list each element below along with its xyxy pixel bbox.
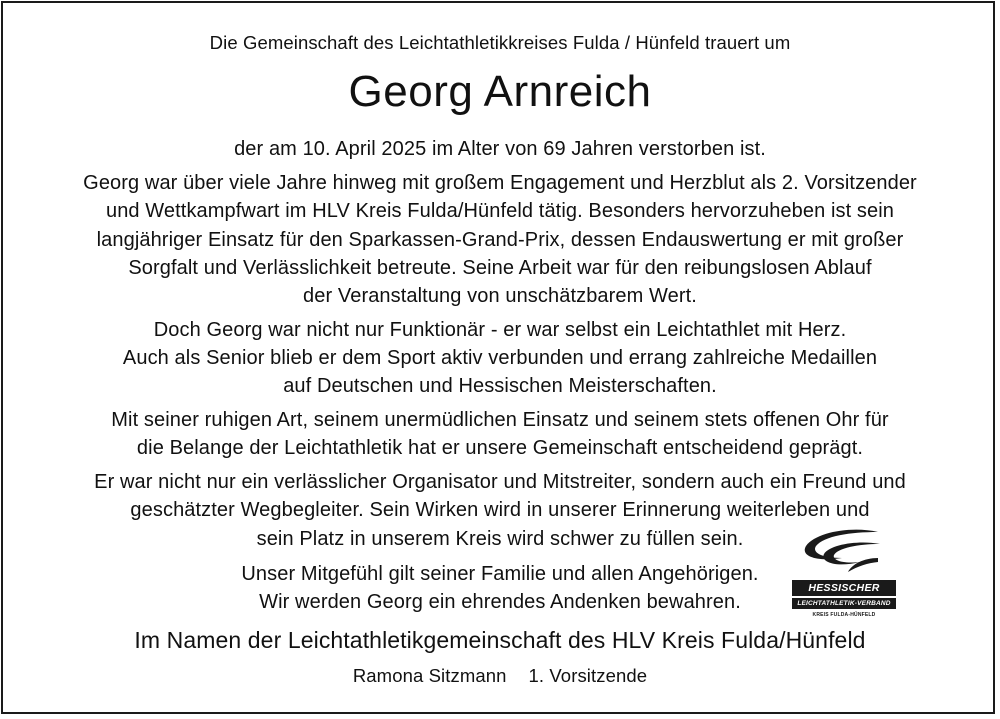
body-line: Sorgfalt und Verlässlichkeit betreute. Seine Arbeit war für den reibungslosen Ablauf xyxy=(128,257,872,279)
signature-line xyxy=(0,664,1000,688)
deceased-name: Georg Arnreich xyxy=(348,67,652,116)
body-line: Doch Georg war nicht nur Funktionär - er war selbst ein Leichtathlet mit Herz. xyxy=(153,319,847,341)
signatory-name: Ramona Sitzmann xyxy=(352,665,507,686)
body-line: und Wettkampfwart im HLV Kreis Fulda/Hünfeld tätig. Besonders hervorzuheben ist sein xyxy=(105,200,895,222)
body-line: der am 10. April 2025 im Alter von 69 Jahren verstorben ist. xyxy=(234,138,766,160)
logo-district: KREIS FULDA-HÜNFELD xyxy=(812,612,876,618)
swoosh-icon xyxy=(802,528,882,576)
body-line: Wir werden Georg ein ehrendes Andenken bewahren. xyxy=(259,591,741,613)
logo-title: HESSISCHER xyxy=(792,580,896,596)
body-line: sein Platz in unserem Kreis wird schwer zu füllen sein. xyxy=(256,528,744,550)
signatory-role: 1. Vorsitzende xyxy=(528,665,648,686)
body-line: Er war nicht nur ein verlässlicher Organisator und Mitstreiter, sondern auch ein Freund und xyxy=(94,471,906,493)
logo-subtitle: LEICHTATHLETIK-VERBAND xyxy=(792,598,896,609)
body-line: Unser Mitgefühl gilt seiner Familie und allen Angehörigen. xyxy=(241,563,759,585)
footer-text: Im Namen der Leichtathletikgemeinschaft des HLV Kreis Fulda/Hünfeld xyxy=(134,627,866,653)
body-line: der Veranstaltung von unschätzbarem Wert. xyxy=(303,285,697,307)
intro-text: Die Gemeinschaft des Leichtathletikkreises Fulda / Hünfeld trauert um xyxy=(209,32,791,53)
body-line: geschätzter Wegbegleiter. Sein Wirken wird in unserer Erinnerung weiterleben und xyxy=(130,499,870,521)
hlv-logo xyxy=(786,528,902,620)
body-line: auf Deutschen und Hessischen Meisterschaften. xyxy=(283,375,717,397)
body-line: die Belange der Leichtathletik hat er unsere Gemeinschaft entscheidend geprägt. xyxy=(136,437,864,459)
body-line: Mit seiner ruhigen Art, seinem unermüdlichen Einsatz und seinem stets offenen Ohr für xyxy=(111,409,889,431)
body-line: langjähriger Einsatz für den Sparkassen-Grand-Prix, dessen Endauswertung er mit großer xyxy=(96,229,904,251)
body-line: Auch als Senior blieb er dem Sport aktiv verbunden und errang zahlreiche Medaillen xyxy=(122,347,878,369)
body-line: Georg war über viele Jahre hinweg mit großem Engagement und Herzblut als 2. Vorsitzender xyxy=(83,172,917,194)
